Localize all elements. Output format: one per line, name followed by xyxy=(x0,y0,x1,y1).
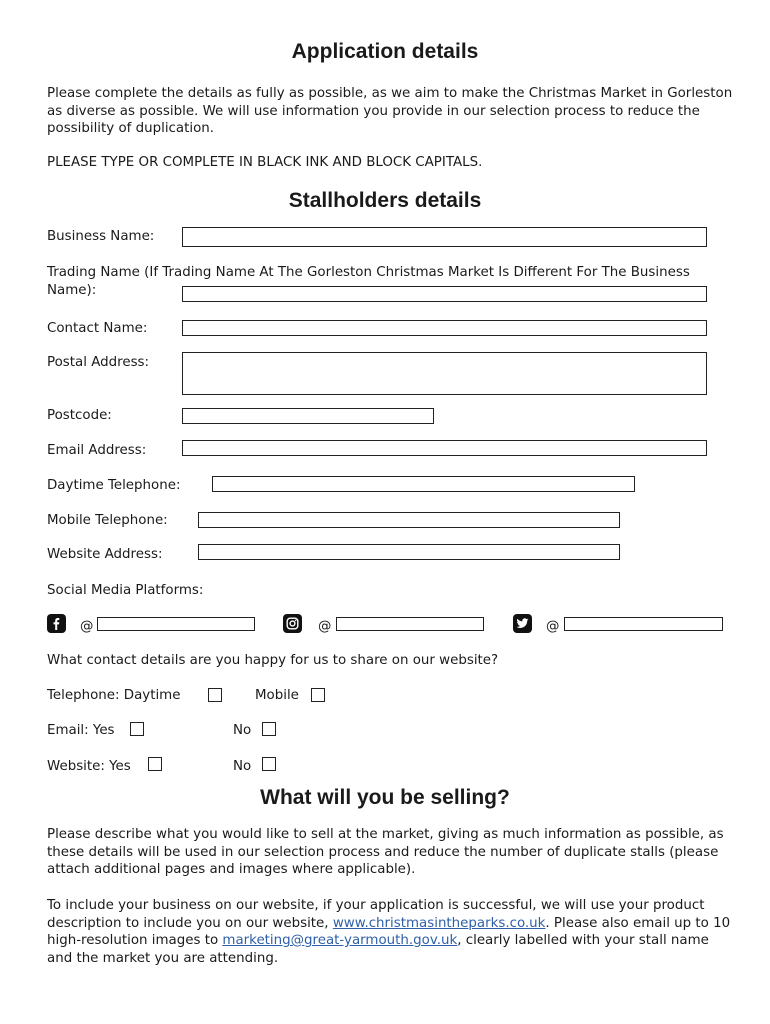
website-info-paragraph xyxy=(47,897,737,967)
facebook-handle-field[interactable] xyxy=(97,617,255,631)
website-info-text-1: To include your business on our website, if your application is successful, we will use your product description to include you on our website, xyxy=(47,898,705,931)
postcode-label: Postcode: xyxy=(47,408,112,423)
website-no-checkbox[interactable] xyxy=(262,757,276,771)
email-address-label: Email Address: xyxy=(47,443,147,458)
telephone-daytime-label: Telephone: Daytime xyxy=(47,688,181,703)
website-info-text-3: , clearly labelled with your stall name and the market you are attending. xyxy=(47,933,709,966)
business-name-field[interactable] xyxy=(182,227,707,247)
email-yes-label: Email: Yes xyxy=(47,723,115,738)
intro-paragraph: Please complete the details as fully as possible, as we aim to make the Christmas Market in Gorleston as diverse as possible. We will use information you provide in our selection process to reduce the possibility of duplication. xyxy=(47,86,733,136)
postal-address-field[interactable] xyxy=(182,352,707,395)
daytime-telephone-label: Daytime Telephone: xyxy=(47,478,181,493)
email-address-field[interactable] xyxy=(182,440,707,456)
website-address-field[interactable] xyxy=(198,544,620,560)
website-yes-checkbox[interactable] xyxy=(148,757,162,771)
postcode-field[interactable] xyxy=(182,408,434,424)
facebook-at-symbol: @ xyxy=(80,619,94,634)
trading-name-label: Trading Name (If Trading Name At The Gorleston Christmas Market Is Different For The Business Name): xyxy=(47,265,690,298)
website-yes-label: Website: Yes xyxy=(47,759,131,774)
website-info-text-2: . Please also email up to 10 high-resolution images to xyxy=(47,915,731,948)
application-details-heading: Application details xyxy=(291,40,479,63)
email-yes-checkbox[interactable] xyxy=(130,722,144,736)
twitter-at-symbol: @ xyxy=(546,619,560,634)
website-address-label: Website Address: xyxy=(47,547,163,562)
mobile-checkbox[interactable] xyxy=(311,688,325,702)
telephone-daytime-checkbox[interactable] xyxy=(208,688,222,702)
selling-description-paragraph: Please describe what you would like to sell at the market, giving as much information as possible, as these details will be used in our selection process and reduce the number of duplicate stalls (please attach additional pages and images where applicable). xyxy=(47,827,724,877)
contact-name-label: Contact Name: xyxy=(47,321,148,336)
postal-address-label: Postal Address: xyxy=(47,355,150,370)
instagram-at-symbol: @ xyxy=(318,619,332,634)
selling-heading: What will you be selling? xyxy=(260,786,510,809)
contact-name-field[interactable] xyxy=(182,320,707,336)
trading-name-field[interactable] xyxy=(182,286,707,302)
mobile-telephone-field[interactable] xyxy=(198,512,620,528)
facebook-icon xyxy=(47,614,66,633)
instagram-handle-field[interactable] xyxy=(336,617,484,631)
website-link[interactable]: www.christmasintheparks.co.uk xyxy=(332,915,546,931)
instagram-icon xyxy=(283,614,302,633)
business-name-label: Business Name: xyxy=(47,229,155,244)
mobile-label: Mobile xyxy=(255,688,299,703)
instruction-text: PLEASE TYPE OR COMPLETE IN BLACK INK AND BLOCK CAPITALS. xyxy=(47,155,483,170)
mobile-telephone-label: Mobile Telephone: xyxy=(47,513,168,528)
email-no-label: No xyxy=(233,723,252,738)
twitter-icon xyxy=(513,614,532,633)
email-no-checkbox[interactable] xyxy=(262,722,276,736)
sharing-question: What contact details are you happy for us to share on our website? xyxy=(47,653,499,668)
twitter-handle-field[interactable] xyxy=(564,617,723,631)
website-no-label: No xyxy=(233,759,252,774)
marketing-email-link[interactable]: marketing@great-yarmouth.gov.uk xyxy=(222,933,458,948)
stallholders-details-heading: Stallholders details xyxy=(288,189,482,212)
social-media-label: Social Media Platforms: xyxy=(47,583,204,598)
daytime-telephone-field[interactable] xyxy=(212,476,635,492)
